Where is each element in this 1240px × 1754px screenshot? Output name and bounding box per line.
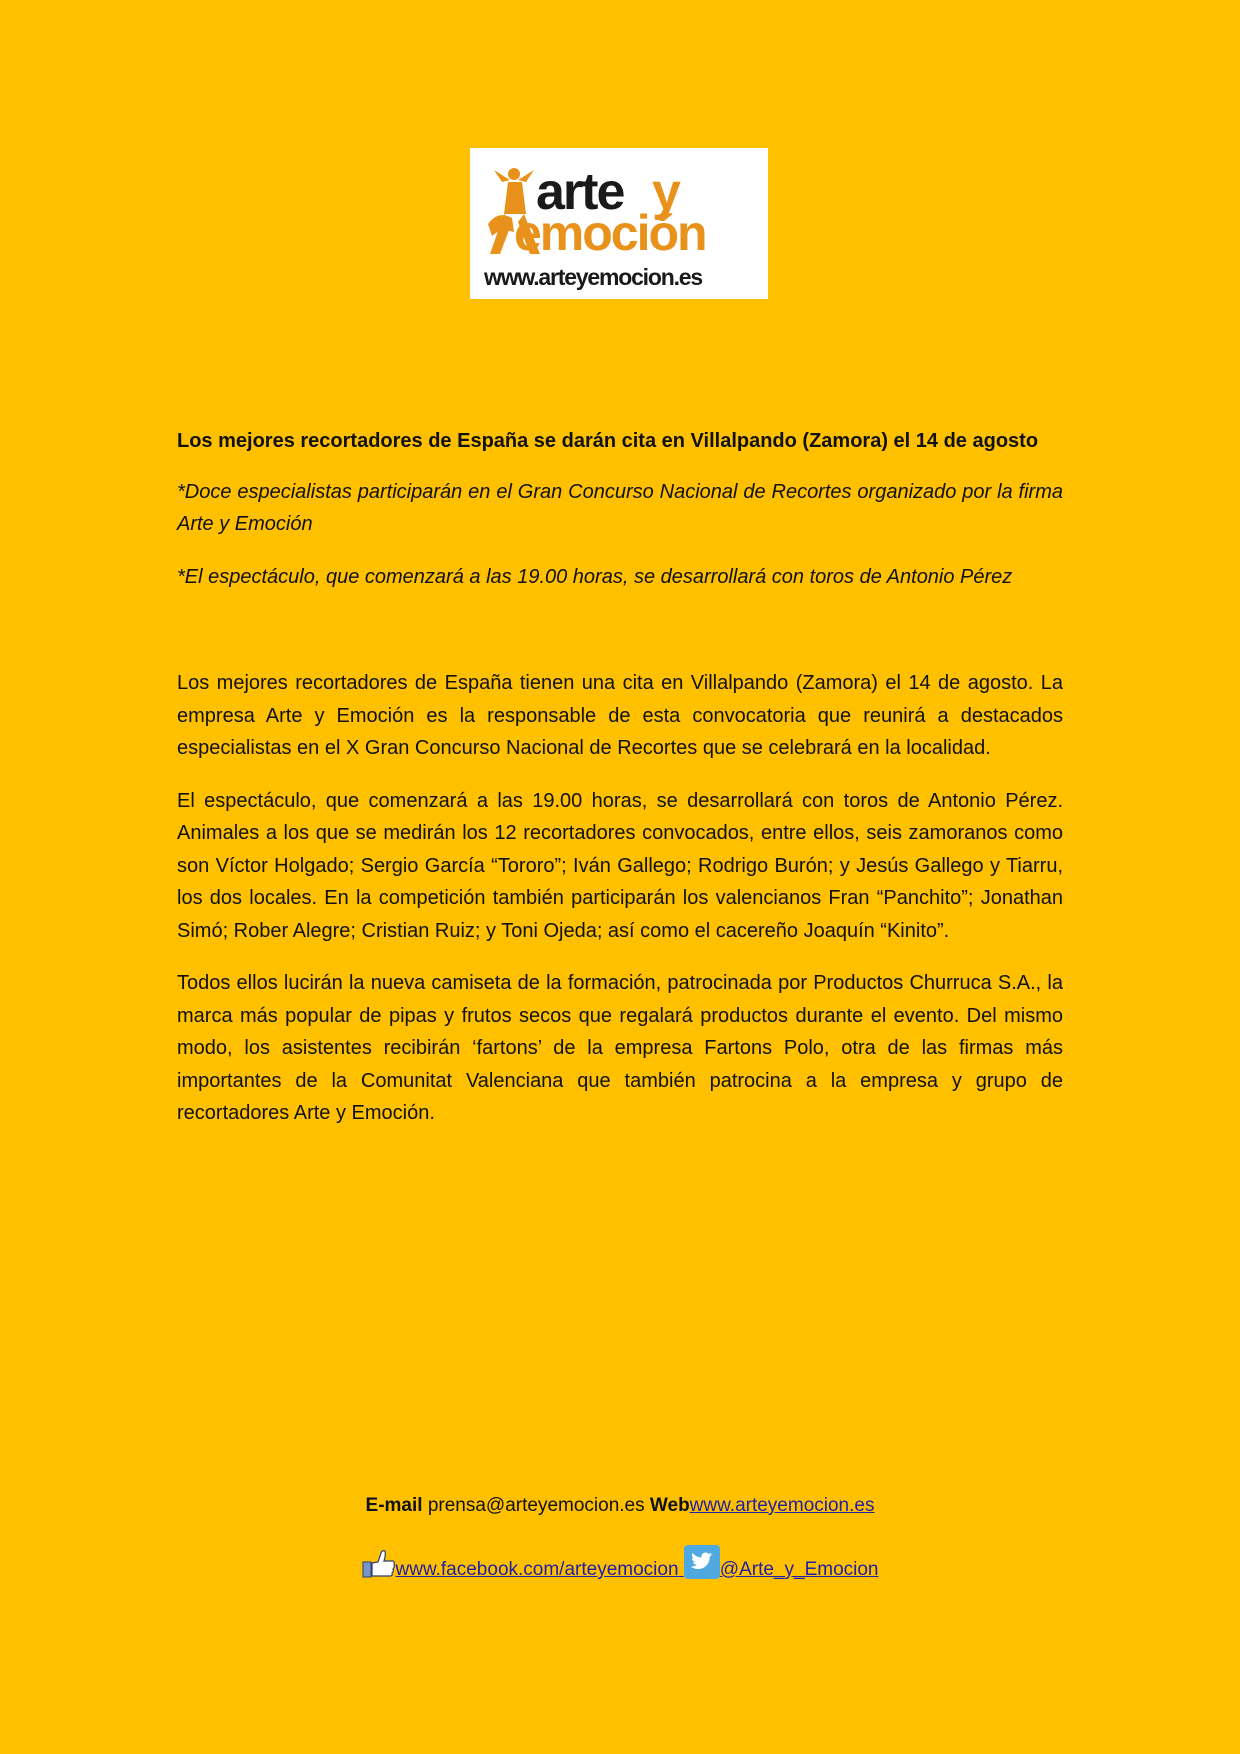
web-link[interactable]: www.arteyemocion.es xyxy=(689,1495,875,1516)
subheadline-1: *Doce especialistas participarán en el Gran Concurso Nacional de Recortes organizado por la firma Arte y Emoción xyxy=(177,480,1063,535)
body-paragraph-3: Todos ellos lucirán la nueva camiseta de la formación, patrocinada por Productos Churruca S.A., la marca más popular de pipas y frutos secos que regalará productos durante el evento. Del mismo modo, los asistentes recibirán ‘fartons’ de la empresa Fartons Polo, otra de las firmas más importantes de la Comunitat Valenciana que también patrocina a la empresa y grupo de recortadores Arte y Emoción. xyxy=(177,972,1063,1124)
email-label: E-mail xyxy=(365,1495,423,1516)
contact-line xyxy=(0,1492,1240,1520)
logo-url: www.arteyemocion.es xyxy=(484,264,702,290)
social-line xyxy=(0,1545,1240,1585)
facebook-link[interactable]: www.facebook.com/arteyemocion xyxy=(395,1559,684,1580)
twitter-link[interactable]: @Arte_y_Emocion xyxy=(719,1559,879,1580)
body-paragraph-1: Los mejores recortadores de España tienen una cita en Villalpando (Zamora) el 14 de agosto. La empresa Arte y Emoción es la responsable de esta convocatoria que reunirá a destacados especialistas en el X Gran Concurso Nacional de Recortes que se celebrará en la localidad. xyxy=(177,672,1063,759)
thumbs-up-icon xyxy=(362,1549,396,1579)
email-address: prensa@arteyemocion.es xyxy=(427,1495,645,1516)
logo-word-arte: arte xyxy=(536,163,624,221)
twitter-bird-icon xyxy=(684,1545,720,1579)
web-label: Web xyxy=(649,1495,690,1516)
headline: Los mejores recortadores de España se darán cita en Villalpando (Zamora) el 14 de agosto xyxy=(177,430,1039,452)
logo-word-emocion: emoción xyxy=(514,205,706,261)
subheadline-2: *El espectáculo, que comenzará a las 19.00 horas, se desarrollará con toros de Antonio Pérez xyxy=(177,565,1013,588)
logo-word-y: y xyxy=(652,163,679,221)
press-release-body xyxy=(177,425,1063,1150)
company-logo xyxy=(470,148,768,299)
body-paragraph-2: El espectáculo, que comenzará a las 19.00 horas, se desarrollará con toros de Antonio Pérez. Animales a los que se medirán los 12 recortadores convocados, entre ellos, seis zamoranos como son Víctor Holgado; Sergio García “Tororo”; Iván Gallego; Rodrigo Burón; y Jesús Gallego y Tiarru, los dos locales. En la competición también participarán los valencianos Fran “Panchito”; Jonathan Simó; Rober Alegre; Cristian Ruiz; y Toni Ojeda; así como el cacereño Joaquín “Kinito”. xyxy=(177,789,1063,942)
